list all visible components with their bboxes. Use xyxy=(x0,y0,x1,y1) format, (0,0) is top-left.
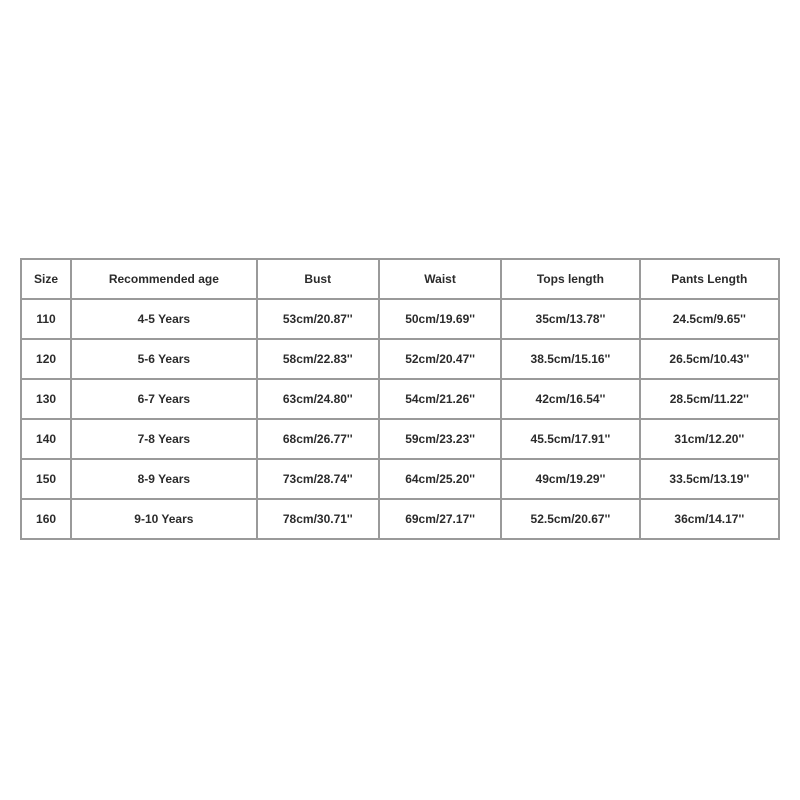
table-row xyxy=(22,300,780,340)
cell-size: 150 xyxy=(22,460,72,500)
cell-pants-length: 24.5cm/9.65'' xyxy=(641,300,780,340)
header-waist: Waist xyxy=(380,260,502,300)
cell-size: 110 xyxy=(22,300,72,340)
table-row xyxy=(22,500,780,540)
cell-tops-length: 42cm/16.54'' xyxy=(502,380,640,420)
cell-bust: 63cm/24.80'' xyxy=(258,380,380,420)
cell-waist: 54cm/21.26'' xyxy=(380,380,502,420)
cell-size: 160 xyxy=(22,500,72,540)
cell-tops-length: 38.5cm/15.16'' xyxy=(502,340,640,380)
cell-size: 130 xyxy=(22,380,72,420)
cell-waist: 69cm/27.17'' xyxy=(380,500,502,540)
size-chart-body xyxy=(22,300,780,540)
cell-pants-length: 36cm/14.17'' xyxy=(641,500,780,540)
cell-tops-length: 45.5cm/17.91'' xyxy=(502,420,640,460)
header-pants-length: Pants Length xyxy=(641,260,780,300)
cell-bust: 53cm/20.87'' xyxy=(258,300,380,340)
table-row xyxy=(22,420,780,460)
header-recommended-age: Recommended age xyxy=(72,260,257,300)
size-chart-header xyxy=(22,260,780,300)
cell-age: 5-6 Years xyxy=(72,340,257,380)
header-tops-length: Tops length xyxy=(502,260,640,300)
cell-age: 9-10 Years xyxy=(72,500,257,540)
cell-pants-length: 26.5cm/10.43'' xyxy=(641,340,780,380)
cell-waist: 59cm/23.23'' xyxy=(380,420,502,460)
header-size: Size xyxy=(22,260,72,300)
cell-pants-length: 31cm/12.20'' xyxy=(641,420,780,460)
size-chart-table xyxy=(20,258,780,540)
cell-age: 7-8 Years xyxy=(72,420,257,460)
cell-age: 8-9 Years xyxy=(72,460,257,500)
cell-pants-length: 28.5cm/11.22'' xyxy=(641,380,780,420)
cell-size: 120 xyxy=(22,340,72,380)
table-row xyxy=(22,460,780,500)
cell-bust: 78cm/30.71'' xyxy=(258,500,380,540)
cell-age: 4-5 Years xyxy=(72,300,257,340)
cell-waist: 64cm/25.20'' xyxy=(380,460,502,500)
header-bust: Bust xyxy=(258,260,380,300)
cell-waist: 52cm/20.47'' xyxy=(380,340,502,380)
cell-size: 140 xyxy=(22,420,72,460)
cell-waist: 50cm/19.69'' xyxy=(380,300,502,340)
header-row xyxy=(22,260,780,300)
cell-tops-length: 35cm/13.78'' xyxy=(502,300,640,340)
table-row xyxy=(22,340,780,380)
cell-bust: 73cm/28.74'' xyxy=(258,460,380,500)
cell-tops-length: 49cm/19.29'' xyxy=(502,460,640,500)
table-row xyxy=(22,380,780,420)
cell-bust: 68cm/26.77'' xyxy=(258,420,380,460)
cell-age: 6-7 Years xyxy=(72,380,257,420)
cell-tops-length: 52.5cm/20.67'' xyxy=(502,500,640,540)
cell-pants-length: 33.5cm/13.19'' xyxy=(641,460,780,500)
cell-bust: 58cm/22.83'' xyxy=(258,340,380,380)
